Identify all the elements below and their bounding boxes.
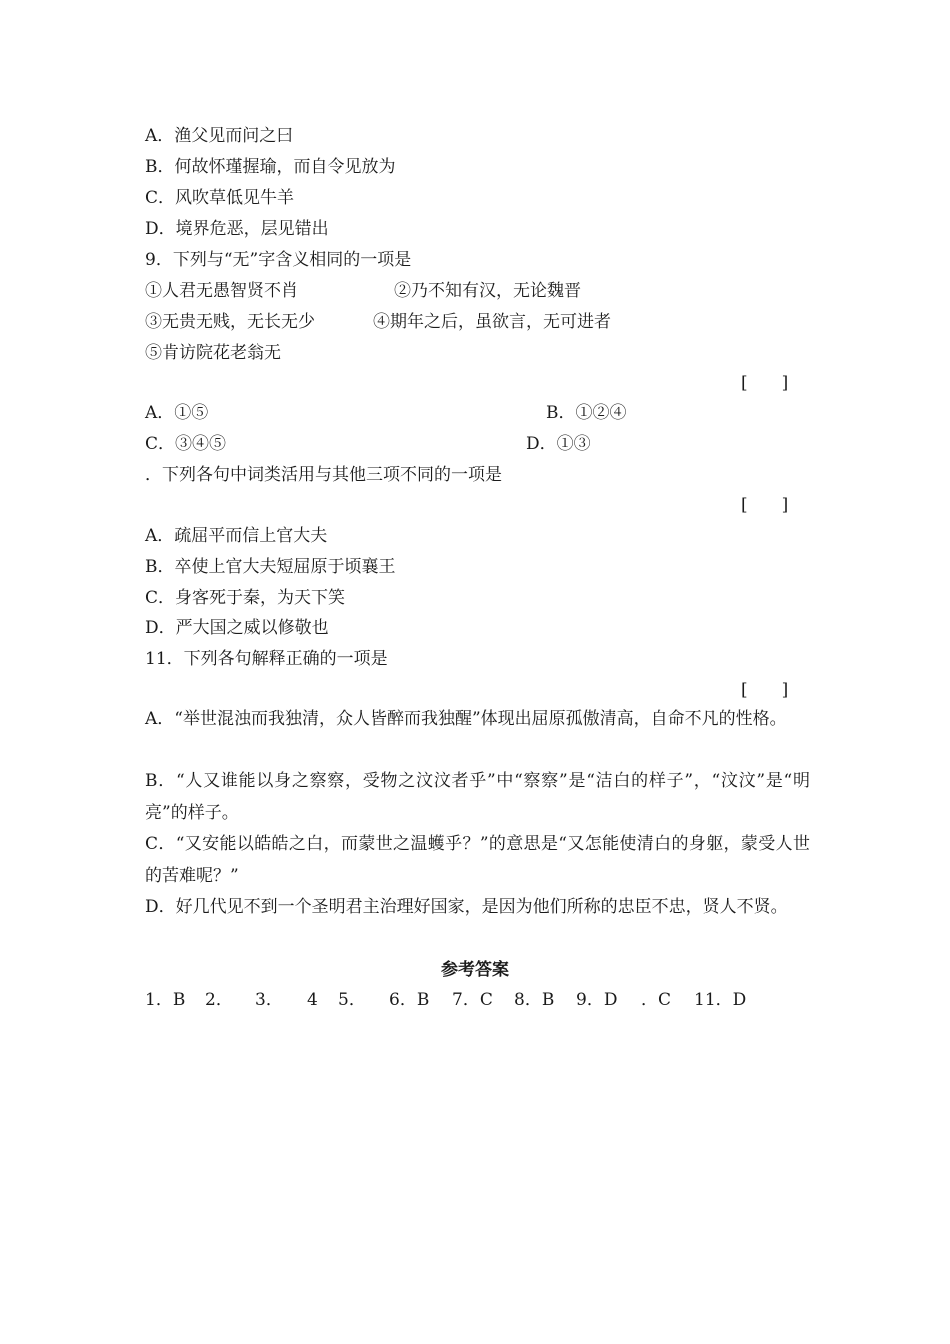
q8-option-c: C．风吹草低见牛羊 xyxy=(145,188,295,208)
answer-11: 11．D xyxy=(694,990,747,1010)
answer-key-heading: 参考答案 xyxy=(441,960,509,980)
q11-option-d: D．好几代见不到一个圣明君主治理好国家，是因为他们所称的忠臣不忠，贤人不贤。 xyxy=(145,897,788,917)
q9-item-3: ③无贵无贱，无长无少 xyxy=(145,312,315,332)
q9-item-4: ④期年之后，虽欲言，无可进者 xyxy=(373,312,611,332)
q8-option-b: B．何故怀瑾握瑜，而自令见放为 xyxy=(145,157,396,177)
q9-answer-bracket: [ ] xyxy=(741,373,789,393)
q10-option-d: D．严大国之威以修敬也 xyxy=(145,618,329,638)
q9-option-a: A．①⑤ xyxy=(145,403,209,423)
q9-option-b: B．①②④ xyxy=(546,403,627,423)
answer-1: 1．B xyxy=(145,990,186,1010)
q9-item-5: ⑤肯访院花老翁无 xyxy=(145,343,281,363)
q10-answer-bracket: [ ] xyxy=(741,495,789,515)
q11-option-c: C．“又安能以皓皓之白，而蒙世之温蠖乎？”的意思是“又怎能使清白的身躯，蒙受人世的苦难呢？” xyxy=(145,834,810,886)
answer-2: 2． xyxy=(205,990,233,1010)
answer-10: ．C xyxy=(641,990,672,1010)
q10-option-c: C．身客死于秦，为天下笑 xyxy=(145,588,346,608)
q10-stem: ．下列各句中词类活用与其他三项不同的一项是 xyxy=(145,465,502,485)
answer-8: 8．B xyxy=(514,990,555,1010)
answer-4: 4 xyxy=(307,990,318,1010)
q8-option-a: A．渔父见而问之曰 xyxy=(145,126,294,146)
q11-option-b: B．“人又谁能以身之察察，受物之汶汶者乎”中“察察”是“洁白的样子”，“汶汶”是“明亮”的样子。 xyxy=(145,771,810,823)
q9-item-2: ②乃不知有汉，无论魏晋 xyxy=(394,281,581,301)
answer-6: 6．B xyxy=(389,990,430,1010)
q10-option-a: A．疏屈平而信上官大夫 xyxy=(145,526,328,546)
q9-item-1: ①人君无愚智贤不肖 xyxy=(145,281,298,301)
answer-5: 5． xyxy=(338,990,366,1010)
q9-option-c: C．③④⑤ xyxy=(145,434,227,454)
q8-option-d: D．境界危恶，层见错出 xyxy=(145,219,329,239)
q9-stem: 9．下列与“无”字含义相同的一项是 xyxy=(145,250,412,270)
q10-option-b: B．卒使上官大夫短屈原于顷襄王 xyxy=(145,557,396,577)
q11-option-a: A．“举世混浊而我独清，众人皆醉而我独醒”体现出屈原孤傲清高，自命不凡的性格。 xyxy=(145,709,787,729)
answer-3: 3． xyxy=(255,990,283,1010)
q9-option-d: D．①③ xyxy=(526,434,591,454)
answer-7: 7．C xyxy=(452,990,493,1010)
q11-answer-bracket: [ ] xyxy=(741,680,789,700)
q11-stem: 11．下列各句解释正确的一项是 xyxy=(145,649,388,669)
answer-9: 9．D xyxy=(576,990,618,1010)
